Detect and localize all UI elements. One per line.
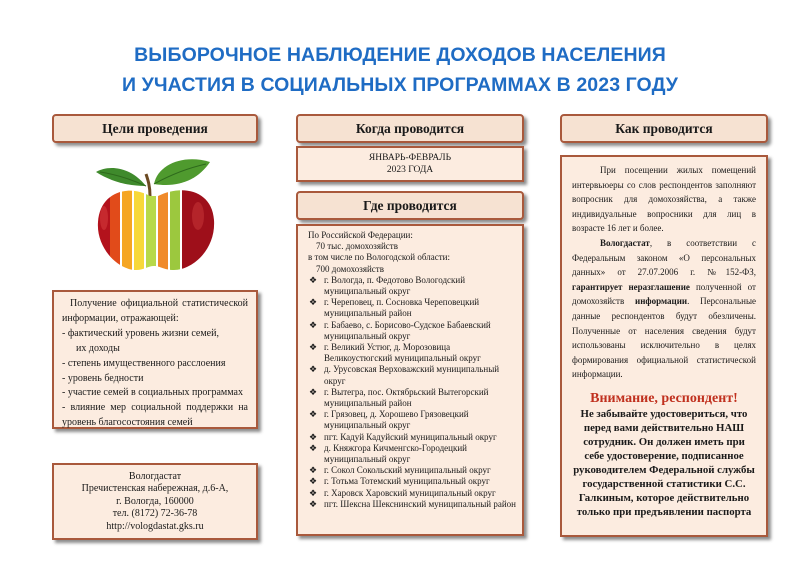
place-text: г. Вологда, п. Федотово Вологодский муниципальный округ	[324, 274, 466, 297]
list-item	[308, 443, 516, 465]
place-text: пгт. Кадуй Кадуйский муниципальный округ	[324, 431, 497, 442]
where-line-2: 70 тыс. домохозяйств	[316, 241, 398, 252]
diamond-bullet-icon: ❖	[309, 319, 318, 330]
place-text: г. Сокол Сокольский муниципальный округ	[324, 465, 491, 476]
goals-item: - участие семей в социальных программах	[62, 387, 243, 399]
diamond-bullet-icon: ❖	[309, 442, 318, 453]
how-text: , в соответствии с Федеральным законом «О персональных данных» от 27.07.2006 г. №152-ФЗ,	[572, 237, 756, 278]
apple-leaf-right	[154, 159, 210, 185]
diamond-bullet-icon: ❖	[309, 297, 318, 308]
contact-address: Пречистенская набережная, д.6-А,	[81, 483, 229, 495]
when-header: Когда проводится	[296, 114, 524, 143]
place-text: г. Бабаево, с. Борисово-Судское Бабаевский муниципальный округ	[324, 319, 491, 341]
when-box	[296, 146, 524, 182]
diamond-bullet-icon: ❖	[309, 487, 318, 498]
where-header: Где проводится	[296, 191, 524, 220]
place-text: г. Великий Устюг, д. Морозовица Великоустюгский муниципальный округ	[324, 342, 481, 364]
how-header: Как проводится	[560, 114, 768, 143]
goals-item: - влияние мер социальной поддержки на уровень благосостояния семей	[62, 402, 248, 429]
place-text: д. Княжгора Кичменгско-Городецкий муниципальный округ	[324, 442, 467, 465]
how-paragraph-2	[572, 236, 756, 382]
diamond-bullet-icon: ❖	[309, 364, 318, 375]
apple-illustration	[88, 156, 228, 272]
goals-header: Цели проведения	[52, 114, 258, 143]
goals-item: - уровень бедности	[62, 372, 144, 384]
how-guarantee: гарантирует неразглашение	[572, 281, 690, 292]
list-item	[308, 499, 516, 510]
where-places-list	[308, 275, 516, 510]
where-line-3: в том числе по Вологодской области:	[308, 252, 450, 263]
how-box	[560, 155, 768, 537]
place-text: г. Вытегра, пос. Октябрьский Вытегорский муниципальный район	[324, 386, 489, 409]
diamond-bullet-icon: ❖	[309, 274, 318, 285]
how-text: полученной от домохозяйств	[572, 281, 756, 307]
place-text: д. Урусовская Верховажский муниципальный округ	[324, 364, 500, 386]
goals-item: - степень имущественного расслоения	[62, 357, 226, 369]
when-year: 2023 ГОДА	[386, 165, 434, 175]
list-item	[308, 488, 516, 499]
diamond-bullet-icon: ❖	[309, 342, 318, 353]
apple-stem	[146, 174, 150, 196]
diamond-bullet-icon: ❖	[309, 476, 318, 487]
place-text: пгт. Шексна Шекснинский муниципальный район	[324, 498, 516, 509]
goals-intro: Получение официальной статистической информации, отражающей:	[62, 298, 248, 324]
place-text: г. Харовск Харовский муниципальный округ	[324, 487, 496, 498]
warning-heading: Внимание, респондент!	[590, 390, 738, 406]
list-item	[308, 320, 516, 342]
goals-box	[52, 290, 258, 429]
warning-note: Не забывайте удостовериться, что перед вами действительно НАШ сотрудник. Он должен иметь при себе удостоверение, подписанное руководителем Федеральной службы государственной статистики С.С. Галкиным, которое действительно только при предъявлении паспорта	[573, 407, 755, 518]
title-line-1: ВЫБОРОЧНОЕ НАБЛЮДЕНИЕ ДОХОДОВ НАСЕЛЕНИЯ	[134, 44, 666, 66]
list-item	[308, 409, 516, 431]
list-item	[308, 342, 516, 364]
list-item	[308, 275, 516, 297]
place-text: г. Грязовец, д. Хорошево Грязовецкий муниципальный округ	[324, 409, 469, 431]
contact-box	[52, 463, 258, 540]
list-item	[308, 387, 516, 409]
where-box	[296, 224, 524, 536]
list-item	[308, 364, 516, 386]
list-item	[308, 297, 516, 319]
diamond-bullet-icon: ❖	[309, 409, 318, 420]
contact-phone: тел. (8172) 72-36-78	[112, 508, 198, 520]
goals-item: - фактический уровень жизни семей,	[62, 327, 219, 339]
contact-org: Вологдастат	[128, 471, 182, 482]
where-line-1: По Российской Федерации:	[308, 230, 413, 240]
contact-site-link[interactable]: http://vologdastat.gks.ru	[106, 520, 204, 532]
contact-city: г. Вологда, 160000	[116, 495, 194, 507]
list-item	[308, 476, 516, 487]
goals-item: их доходы	[76, 342, 120, 354]
place-text: г. Тотьма Тотемский муниципальный округ	[324, 476, 490, 487]
when-period: ЯНВАРЬ-ФЕВРАЛЬ	[368, 153, 452, 163]
diamond-bullet-icon: ❖	[309, 386, 318, 397]
diamond-bullet-icon: ❖	[309, 431, 318, 442]
title-line-2: И УЧАСТИЯ В СОЦИАЛЬНЫХ ПРОГРАММАХ В 2023 ГОДУ	[121, 74, 679, 96]
how-org: Вологдастат	[600, 237, 650, 248]
how-paragraph-1: При посещении жилых помещений интервьюеры со слов респондентов заполняют вопросник для домохозяйства, а также индивидуальные вопросники для лиц в возрасте 16 лет и более.	[572, 165, 756, 234]
how-information: информации	[635, 296, 688, 307]
diamond-bullet-icon: ❖	[309, 498, 318, 509]
diamond-bullet-icon: ❖	[309, 465, 318, 476]
where-line-4: 700 домохозяйств	[316, 263, 384, 274]
list-item	[308, 465, 516, 476]
page-title	[0, 40, 800, 100]
place-text: г. Череповец, п. Сосновка Череповецкий муниципальный район	[324, 297, 480, 319]
list-item	[308, 432, 516, 443]
how-text: . Персональные данные респондентов будут обезличены. Полученные от населения сведения будут использованы исключительно в целях формирования официальной статистической информации.	[572, 296, 756, 380]
